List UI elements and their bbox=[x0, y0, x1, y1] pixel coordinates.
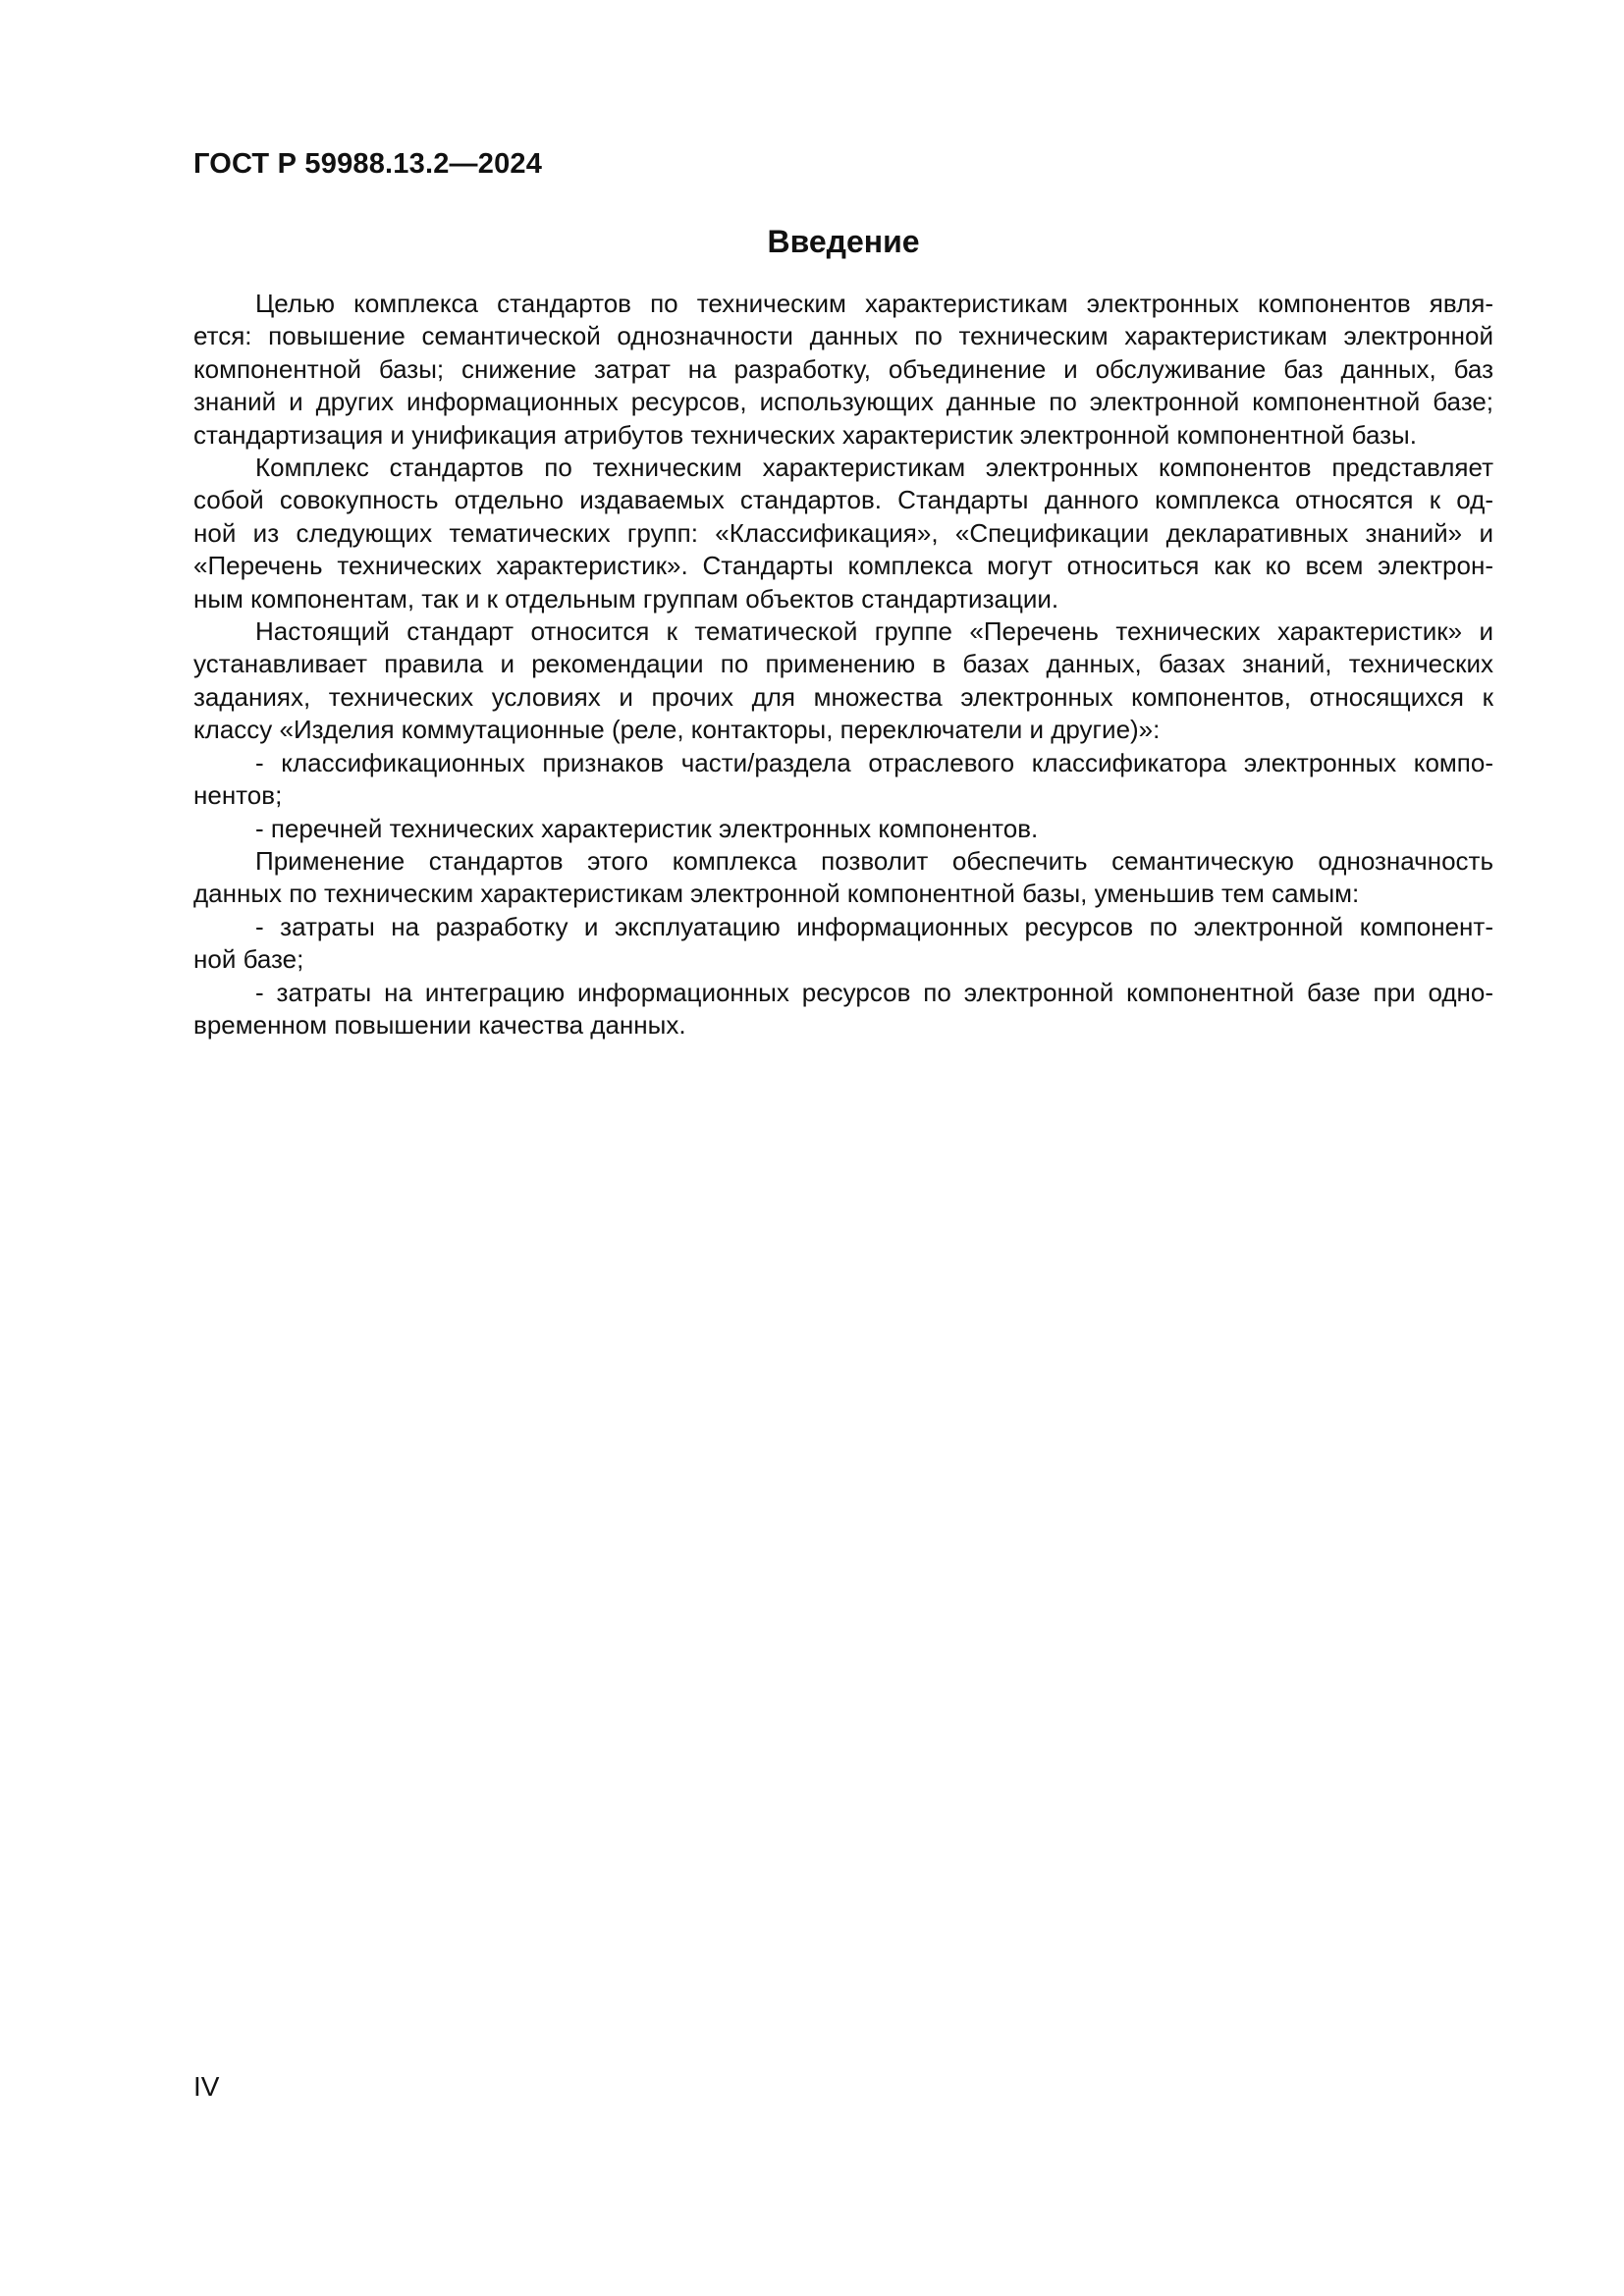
text-line: собой совокупность отдельно издаваемых стандартов. Стандарты данного комплекса относятся к од- bbox=[193, 485, 1493, 515]
text-line: Комплекс стандартов по техническим характеристикам электронных компонентов представляет bbox=[255, 453, 1493, 483]
text-line: - затраты на разработку и эксплуатацию информационных ресурсов по электронной компонент- bbox=[255, 911, 1493, 941]
paragraph bbox=[193, 845, 1493, 911]
text-line: устанавливает правила и рекомендации по применению в базах данных, базах знаний, технических bbox=[193, 649, 1493, 679]
document-code: ГОСТ Р 59988.13.2—2024 bbox=[193, 148, 543, 180]
paragraph bbox=[193, 911, 1493, 977]
text-line: ным компонентам, так и к отдельным группам объектов стандартизации. bbox=[193, 583, 1059, 614]
text-line: - затраты на интеграцию информационных ресурсов по электронной компонентной базе при одно- bbox=[255, 977, 1493, 1007]
text-line: нентов; bbox=[193, 780, 283, 811]
document-body bbox=[193, 288, 1493, 1041]
text-line: заданиях, технических условиях и прочих для множества электронных компонентов, относящихся к bbox=[193, 681, 1493, 712]
text-line: - классификационных признаков части/раздела отраслевого классификатора электронных компо- bbox=[255, 747, 1493, 777]
text-line: компонентной базы; снижение затрат на разработку, объединение и обслуживание баз данных, баз bbox=[193, 353, 1493, 384]
paragraph bbox=[193, 452, 1493, 615]
text-line: данных по техническим характеристикам электронной компонентной базы, уменьшив тем самым: bbox=[193, 879, 1360, 909]
paragraph bbox=[193, 747, 1493, 813]
paragraph bbox=[193, 615, 1493, 747]
text-line: ной из следующих тематических групп: «Классификация», «Спецификации декларативных знаний» и bbox=[193, 517, 1493, 548]
text-line: ной базе; bbox=[193, 944, 304, 975]
text-line: «Перечень технических характеристик». Стандарты комплекса могут относиться как ко всем электрон- bbox=[193, 551, 1493, 581]
paragraph bbox=[193, 813, 1493, 845]
text-line: временном повышении качества данных. bbox=[193, 1009, 686, 1040]
text-line: стандартизация и унификация атрибутов технических характеристик электронной компонентной базы. bbox=[193, 419, 1417, 450]
text-line: Целью комплекса стандартов по техническим характеристикам электронных компонентов явля- bbox=[255, 289, 1493, 318]
paragraph bbox=[193, 288, 1493, 452]
text-line: ется: повышение семантической однозначности данных по техническим характеристикам электронной bbox=[193, 321, 1493, 351]
text-line: Применение стандартов этого комплекса позволит обеспечить семантическую однозначность bbox=[255, 845, 1493, 876]
text-line: Настоящий стандарт относится к тематической группе «Перечень технических характеристик» и bbox=[255, 616, 1493, 647]
page-number: IV bbox=[193, 2071, 220, 2102]
text-line: классу «Изделия коммутационные (реле, контакторы, переключатели и другие)»: bbox=[193, 715, 1161, 745]
text-line: знаний и других информационных ресурсов, использующих данные по электронной компонентной базе; bbox=[193, 387, 1493, 417]
section-title: Введение bbox=[767, 224, 920, 259]
text-line: - перечней технических характеристик электронных компонентов. bbox=[255, 813, 1039, 843]
paragraph bbox=[193, 977, 1493, 1042]
